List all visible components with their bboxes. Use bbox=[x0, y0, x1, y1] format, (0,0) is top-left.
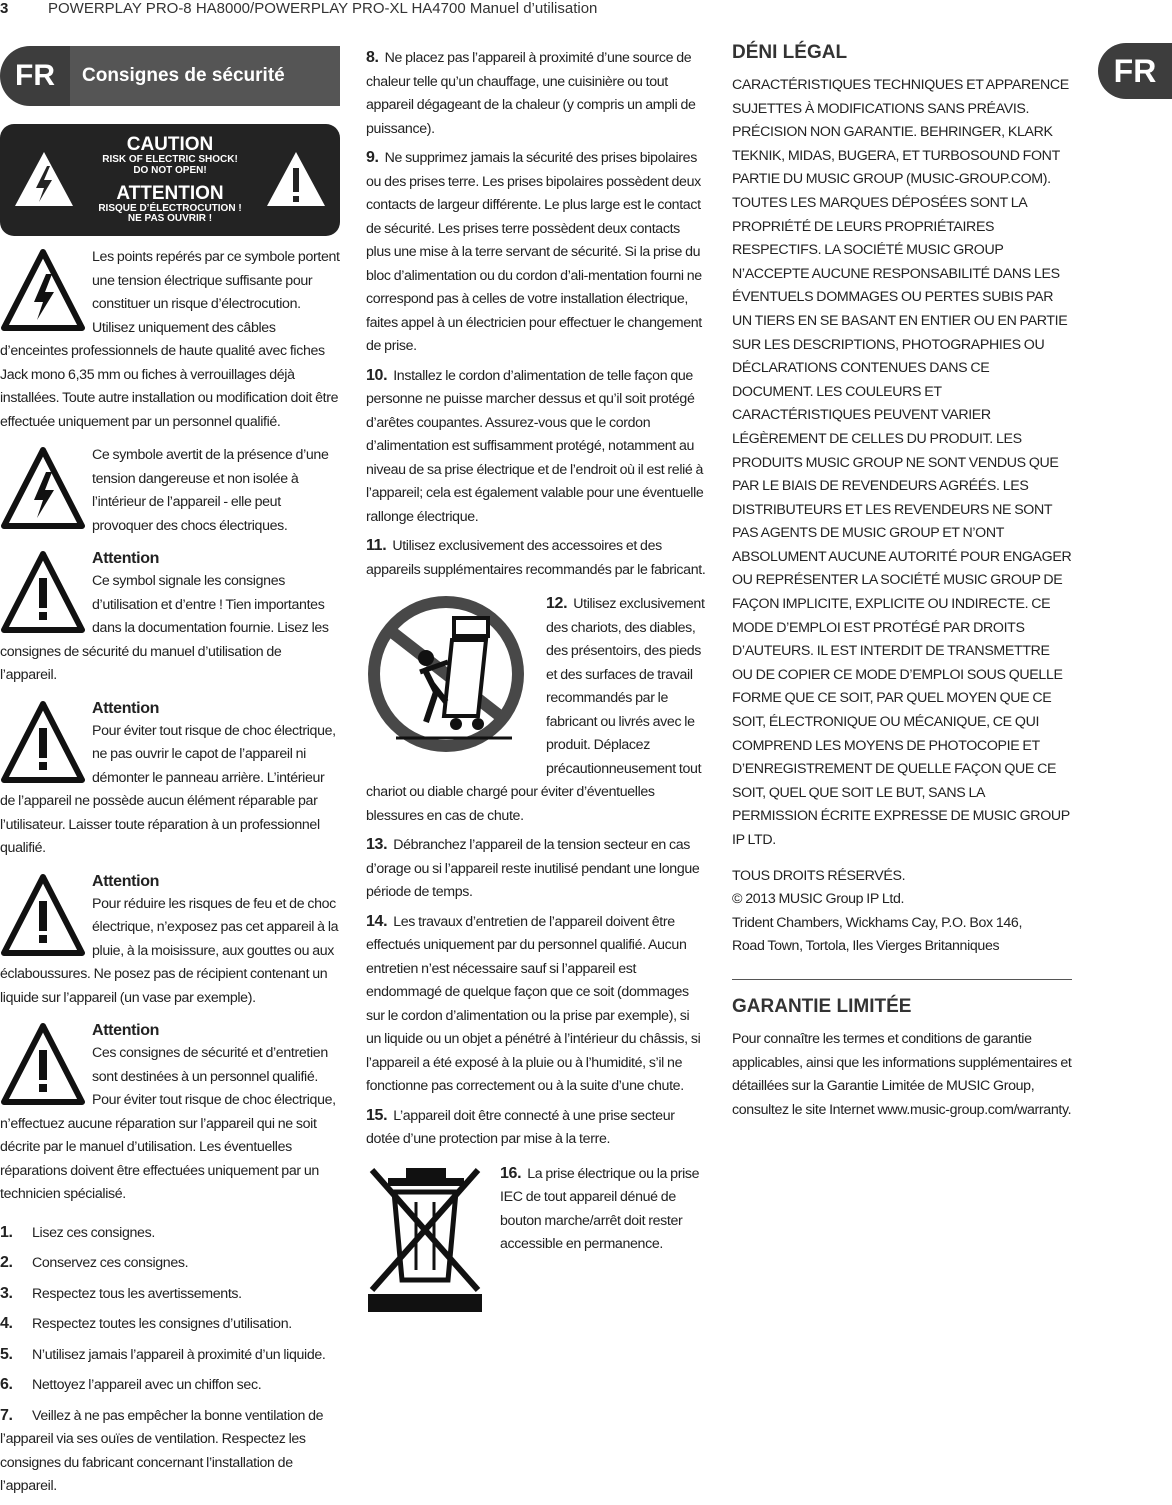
warranty-text: Pour connaître les termes et conditions de garantie applicables, ainsi que les informations supplémentaires et détaillées sur la Garantie Limitée de MUSIC Group, consultez le site Internet www.music-group.com/warranty. bbox=[732, 1030, 1072, 1118]
address-line: Trident Chambers, Wickhams Cay, P.O. Box 146, bbox=[732, 914, 1023, 931]
symbol-heading: Attention bbox=[92, 699, 160, 717]
caution-sub1: RISK OF ELECTRIC SHOCK! bbox=[102, 154, 238, 165]
warranty-title: GARANTIE LIMITÉE bbox=[732, 995, 912, 1017]
attention-sub2: NE PAS OUVRIR ! bbox=[127, 213, 213, 225]
symbol-note bbox=[0, 246, 340, 434]
list-item: 10. Installez le cordon d’alimentation de telle façon que personne ne puisse marcher dessus et qu’il soit protégé d’arêtes coupantes. Assurez-vous que le cordon d’alimentation est suffisamment protégé, notamment au niveau de sa prise électrique et de l’endroit où il est relié à l’appareil; cela est également valable pour une éventuelle rallonge électrique. bbox=[366, 366, 704, 525]
symbol-note bbox=[0, 1020, 340, 1207]
list-item: 16. La prise électrique ou la prise IEC de tout appareil dénué de bouton marche/arrêt doit rester accessible en permanence. bbox=[366, 1162, 706, 1316]
language-tab: FR bbox=[1098, 43, 1172, 99]
copyright-text: © 2013 MUSIC Group IP Ltd. bbox=[732, 891, 905, 908]
symbol-text: Ce symbole avertit de la présence d’une tension dangereuse et non isolée à l’intérieur de l’appareil - elle peut provoquer des chocs électriques. bbox=[92, 447, 329, 534]
symbol-heading: Attention bbox=[92, 550, 160, 567]
exclamation-warning-icon bbox=[264, 148, 328, 212]
list-item: 11. Utilisez exclusivement des accessoires et des appareils supplémentaires recommandés par le fabricant. bbox=[366, 537, 706, 578]
list-item: 1. Lisez ces consignes. bbox=[0, 1223, 155, 1241]
instruction-list bbox=[0, 1221, 340, 1499]
attention-sub1: RISQUE D’ÉLECTROCUTION ! bbox=[98, 202, 242, 214]
page-header-title: POWERPLAY PRO-8 HA8000/POWERPLAY PRO-XL HA4700 Manuel d’utilisation bbox=[48, 0, 598, 17]
section-title: Consignes de sécurité bbox=[70, 46, 340, 106]
list-item: 8. Ne placez pas l’appareil à proximité d’une source de chaleur telle qu’un chauffage, une cuisinière ou tout appareil dégageant de la chaleur (y compris un ampli de puissance). bbox=[366, 49, 696, 137]
column-instructions bbox=[366, 46, 706, 1321]
list-item: 6. Nettoyez l’appareil avec un chiffon sec. bbox=[0, 1376, 262, 1393]
symbol-text: Les points repérés par ce symbole portent une tension électrique suffisante pour constituer un risque d’électrocution. Utilisez uniquement des câbles d’enceintes professionnels de haute qualité avec fiches Jack mono 6,35 mm ou fiches à verrouillages déjà installées. Toute autre installation ou modification doit être effectuée uniquement par un personnel qualifié. bbox=[0, 249, 340, 430]
list-item: 14. Les travaux d’entretien de l’appareil doivent être effectués uniquement par du personnel qualifié. Aucun entretien n’est nécessaire sauf si l’appareil est endommagé de quelque façon que ce soit (dommages sur le cordon d’alimentation ou la prise par exemple), si un liquide ou un objet a pénétré à l’intérieur du châssis, si l’appareil a été exposé à la pluie ou à l’humidité, s’il ne fonctionne pas correctement ou à la suite d’une chute. bbox=[366, 912, 701, 1094]
legal-text: CARACTÉRISTIQUES TECHNIQUES ET APPARENCE SUJETTES À MODIFICATIONS SANS PRÉAVIS. PRÉCISION NON GARANTIE. BEHRINGER, KLARK TEKNIK, MIDAS, BUGERA, ET TURBOSOUND FONT PARTIE DU MUSIC GROUP (MUSIC-GROUP.COM). TOUTES LES MARQUES DÉPOSÉES SONT LA PROPRIÉTÉ DE LEURS PROPRIÉTAIRES RESPECTIFS. LA SOCIÉTÉ MUSIC GROUP N’ACCEPTE AUCUNE RESPONSABILITÉ DANS LES ÉVENTUELS DOMMAGES OU PERTES SUBIS PAR UN TIERS EN SE BASANT EN ENTIER OU EN PARTIE SUR LES DESCRIPTIONS, PHOTOGRAPHIES OU DÉCLARATIONS CONTENUES DANS CE DOCUMENT. LES COULEURS ET CARACTÉRISTIQUES PEUVENT VARIER LÉGÈREMENT DE CELLES DU PRODUIT. LES PRODUITS MUSIC GROUP NE SONT VENDUS QUE PAR LE BIAIS DE REVENDEURS AGRÉÉS. LES DISTRIBUTEURS ET LES REVENDEURS NE SONT PAS AGENTS DE MUSIC GROUP ET N’ONT ABSOLUMENT AUCUNE AUTORITÉ POUR ENGAGER OU REPRÉSENTER LA SOCIÉTÉ MUSIC GROUP DE FAÇON IMPLICITE, EXPLICITE OU INDIRECTE. CE MODE D’EMPLOI EST PROTÉGÉ PAR DROITS D’AUTEURS. IL EST INTERDIT DE TRANSMETTRE OU DE COPIER CE MODE D’EMPLOI SOUS QUELLE FORME QUE CE SOIT, PAR QUEL MOYEN QUE CE SOIT, ÉLECTRONIQUE OU MÉCANIQUE, CE QUI COMPREND LES MOYENS DE PHOTOCOPIE ET D’ENREGISTREMENT DE QUELLE FAÇON QUE CE SOIT, QUEL QUE SOIT LE BUT, SANS LA PERMISSION ÉCRITE EXPRESSE DE MUSIC GROUP IP LTD. bbox=[732, 77, 1072, 848]
symbol-text: Pour réduire les risques de feu et de choc électrique, n’exposez pas cet appareil à la pluie, à la moisissure, aux gouttes ou aux éclaboussures. Ne posez pas de récipient contenant un liquide sur l’appareil (un vase par exemple). bbox=[0, 895, 339, 1006]
column-safety bbox=[0, 46, 340, 1505]
symbol-heading: Attention bbox=[92, 1022, 160, 1039]
list-item: 2. Conservez ces consignes. bbox=[0, 1254, 189, 1271]
caution-text bbox=[98, 135, 241, 225]
attention-title: ATTENTION bbox=[116, 183, 224, 204]
symbol-text: Pour éviter tout risque de choc électrique, ne pas ouvrir le capot de l’appareil ni démonter le panneau arrière. L’intérieur de l’appareil ne possède aucun élément réparable par l’utilisateur. Laisser toute réparation à un professionnel qualifié. bbox=[0, 722, 336, 856]
lightning-triangle-icon bbox=[0, 444, 86, 532]
address-line: Road Town, Tortola, Iles Vierges Britanniques bbox=[732, 938, 1000, 955]
lightning-warning-icon bbox=[12, 148, 76, 212]
page-number: 3 bbox=[0, 0, 9, 17]
divider bbox=[732, 979, 1072, 980]
caution-label bbox=[0, 124, 340, 236]
list-item: 3. Respectez tous les avertissements. bbox=[0, 1284, 242, 1302]
symbol-text: Ce symbol signale les consignes d’utilisation et d’entre ! Tien importantes dans la documentation fournie. Lisez les consignes de sécurité du manuel d’utilisation de l’appareil. bbox=[0, 573, 329, 683]
rights-text: TOUS DROITS RÉSERVÉS. bbox=[732, 867, 906, 884]
symbol-note bbox=[0, 548, 340, 688]
symbol-note bbox=[0, 698, 340, 861]
cart-warning-icon bbox=[366, 592, 534, 762]
caution-sub2: DO NOT OPEN! bbox=[133, 164, 207, 176]
list-item: 7. Veillez à ne pas empêcher la bonne ventilation de l’appareil via ses ouïes de ventilation. Respectez les consignes du fabricant concernant l’installation de l’appareil. bbox=[0, 1406, 324, 1494]
exclamation-triangle-icon bbox=[0, 548, 86, 636]
list-item: 5. N’utilisez jamais l’appareil à proximité d’un liquide. bbox=[0, 1345, 326, 1363]
symbol-note bbox=[0, 871, 340, 1011]
symbol-text: Ces consignes de sécurité et d’entretien sont destinées à un personnel qualifié. Pour éviter tout risque de choc électrique, n’effectuez aucune réparation sur l’appareil qui ne soit décrite par le manuel d’utilisation. Les éventuelles réparations doivent être effectuées uniquement par un technicien spécialisé. bbox=[0, 1045, 336, 1202]
caution-title: CAUTION bbox=[126, 134, 214, 156]
list-item: 12. Utilisez exclusivement des chariots, des diables, des présentoirs, des pieds et des surfaces de travail recommandés par le fabricant ou livrés avec le produit. Déplacez précautionneusement tout chariot ou diable chargé pour éviter d’éventuelles blessures en cas de chute. bbox=[366, 592, 706, 828]
rights-block bbox=[732, 865, 1072, 959]
symbol-note bbox=[0, 444, 340, 538]
exclamation-triangle-icon bbox=[0, 1020, 86, 1108]
symbol-heading: Attention bbox=[92, 872, 160, 890]
exclamation-triangle-icon bbox=[0, 871, 86, 959]
list-item: 4. Respectez toutes les consignes d’utilisation. bbox=[0, 1315, 292, 1332]
legal-title: DÉNI LÉGAL bbox=[732, 42, 848, 63]
weee-bin-icon bbox=[366, 1162, 484, 1312]
section-lang: FR bbox=[15, 59, 55, 92]
exclamation-triangle-icon bbox=[0, 698, 86, 786]
lightning-triangle-icon bbox=[0, 246, 86, 334]
list-item: 13. Débranchez l’appareil de la tension secteur en cas d’orage ou si l’appareil reste inutilisé pendant une longue période de temps. bbox=[366, 836, 700, 900]
section-banner bbox=[0, 46, 340, 106]
list-item: 9. Ne supprimez jamais la sécurité des prises bipolaires ou des prises terre. Les prises bipolaires possèdent deux contacts de largeur différente. Le plus large est le contact de sécurité. Les prises terre possèdent deux contacts plus une mise à la terre servant de sécurité. Si la prise du bloc d’alimentation ou du cordon d’ali-mentation fourni ne correspond pas à celles de votre installation électrique, faites appel à un électricien pour effectuer le changement de prise. bbox=[366, 149, 702, 354]
list-item: 15. L’appareil doit être connecté à une prise secteur dotée d’une protection par mise à la terre. bbox=[366, 1106, 675, 1147]
column-legal bbox=[732, 40, 1072, 1122]
